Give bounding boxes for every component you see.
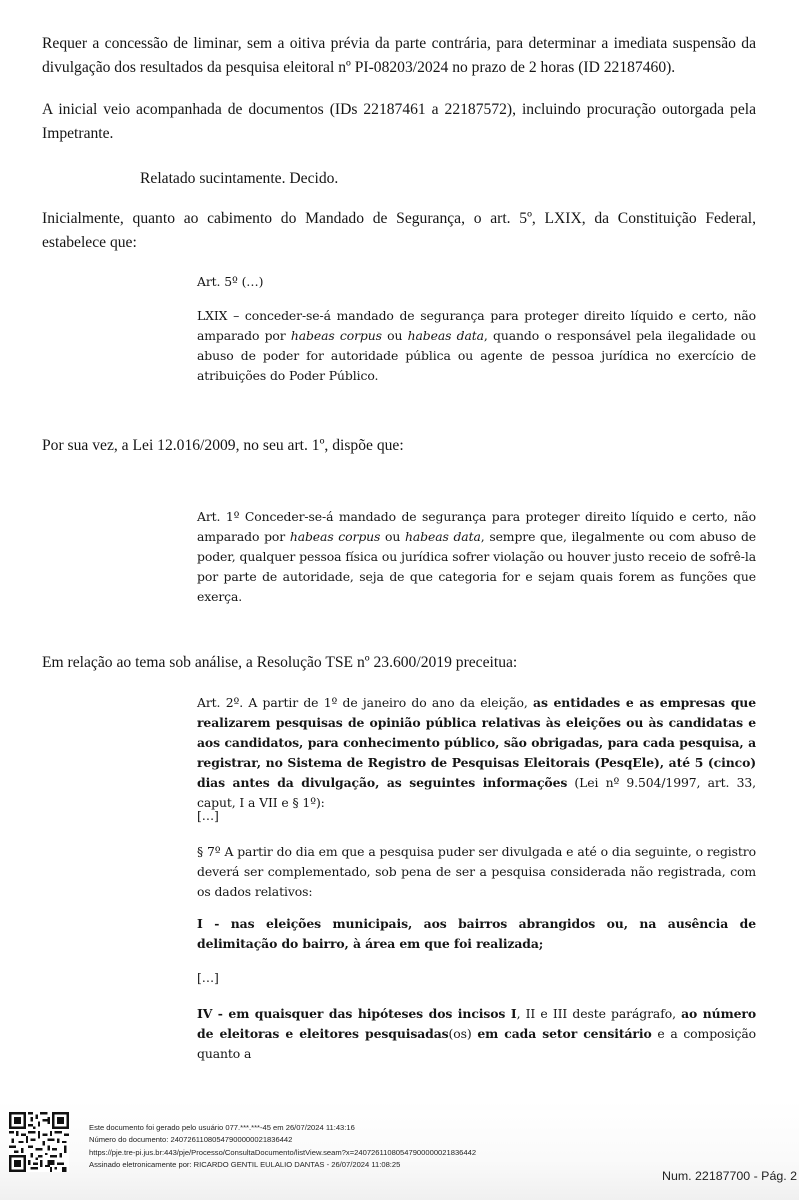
quote-art5-lxix (197, 306, 756, 386)
quote-text: e a composição quanto a (197, 1026, 756, 1061)
quote-text: Art. 1º Conceder-se-á mandado de segurança para proteger direito líquido e certo, não amparado por (197, 509, 756, 544)
qr-code-icon (9, 1112, 69, 1172)
quote-text: (os) (448, 1026, 478, 1041)
quote-paragraph-7: § 7º A partir do dia em que a pesquisa puder ser divulgada e até o dia seguinte, o registro deverá ser complementado, sob pena de ser a pesquisa considerada não registrada, com os dados relativos: (197, 844, 756, 899)
quote-art2 (197, 693, 756, 813)
quote-bold: em cada setor censitário (477, 1026, 652, 1041)
quote-italic: habeas data (404, 529, 481, 544)
quote-ellipsis: […] (197, 970, 219, 985)
footer-document-url[interactable]: https://pje.tre-pi.jus.br:443/pje/Processo/ConsultaDocumento/listView.seam?x=24072611080547900000021836442 (89, 1147, 477, 1157)
quote-inciso-i (197, 914, 756, 954)
footer-document-number: Número do documento: 24072611080547900000021836442 (89, 1135, 293, 1145)
quote-italic: habeas data (407, 328, 484, 343)
paragraph-resolucao: Em relação ao tema sob análise, a Resolução TSE nº 23.600/2019 preceitua: (42, 654, 518, 671)
quote-inciso-iv (197, 1004, 756, 1064)
quote-text: ou (380, 529, 405, 544)
quote-text: , sempre que, ilegalmente ou com abuso de poder, qualquer pessoa física ou jurídica sofrer violação ou houver justo receio de sofrê-la por parte de autoridade, seja de que categoria for e sejam quais forem as funções que exerça. (197, 529, 757, 604)
footer-metadata (89, 1122, 476, 1171)
paragraph-lei-12016: Por sua vez, a Lei 12.016/2009, no seu art. 1º, dispõe que: (42, 437, 404, 454)
paragraph-initial: A inicial veio acompanhada de documentos (IDs 22187461 a 22187572), incluindo procuração outorgada pela Impetrante. (42, 101, 756, 142)
paragraph-mandado: Inicialmente, quanto ao cabimento do Mandado de Segurança, o art. 5º, LXIX, da Constituição Federal, estabelece que: (42, 210, 756, 251)
paragraph-report: Relatado sucintamente. Decido. (140, 170, 339, 187)
quote-text: Art. 2º. A partir de 1º de janeiro do ano da eleição, (197, 695, 534, 710)
quote-bold: as entidades e as empresas que realizarem pesquisas de opinião pública relativas às eleições ou às candidatas e aos candidatos, para conhecimento público, são obrigadas, para cada pesquisa, a registrar, no Sistema de Registro de Pesquisas Eleitorais (PesqEle), até 5 (cinco) dias antes da divulgação, as seguintes informações (197, 695, 757, 790)
quote-text: , II e III deste parágrafo, (516, 1006, 682, 1021)
footer-generated-by: Este documento foi gerado pelo usuário 077.***.***-45 em 26/07/2024 11:43:16 (89, 1123, 355, 1132)
quote-bold: I - nas eleições municipais, aos bairros abrangidos ou, na ausência de delimitação do bairro, à área em que foi realizada; (197, 916, 756, 951)
quote-ellipsis: […] (197, 808, 219, 823)
quote-text: , quando o responsável pela ilegalidade ou abuso de poder for autoridade pública ou agente de pessoa jurídica no exercício de atribuições do Poder Público. (197, 328, 757, 383)
quote-art1 (197, 507, 756, 607)
quote-text: LXIX – conceder-se-á mandado de segurança para proteger direito líquido e certo, não amparado por (197, 308, 756, 343)
quote-bold: IV - em quaisquer das hipóteses dos incisos I (197, 1006, 517, 1021)
quote-art5-head: Art. 5º (…) (197, 274, 264, 289)
footer-signed-by: Assinado eletronicamente por: RICARDO GENTIL EULALIO DANTAS - 26/07/2024 11:08:25 (89, 1159, 401, 1169)
quote-text: (Lei nº 9.504/1997, art. 33, caput, I a VII e § 1º): (197, 775, 756, 810)
quote-italic: habeas corpus (290, 328, 382, 343)
quote-bold: ao número de eleitoras e eleitores pesquisadas (197, 1006, 756, 1041)
paragraph-request: Requer a concessão de liminar, sem a oitiva prévia da parte contrária, para determinar a imediata suspensão da divulgação dos resultados da pesquisa eleitoral nº PI-08203/2024 no prazo de 2 horas (ID 22187460). (42, 35, 756, 76)
page-number: Num. 22187700 - Pág. 2 (662, 1169, 798, 1183)
quote-text: ou (381, 328, 408, 343)
quote-italic: habeas corpus (289, 529, 381, 544)
